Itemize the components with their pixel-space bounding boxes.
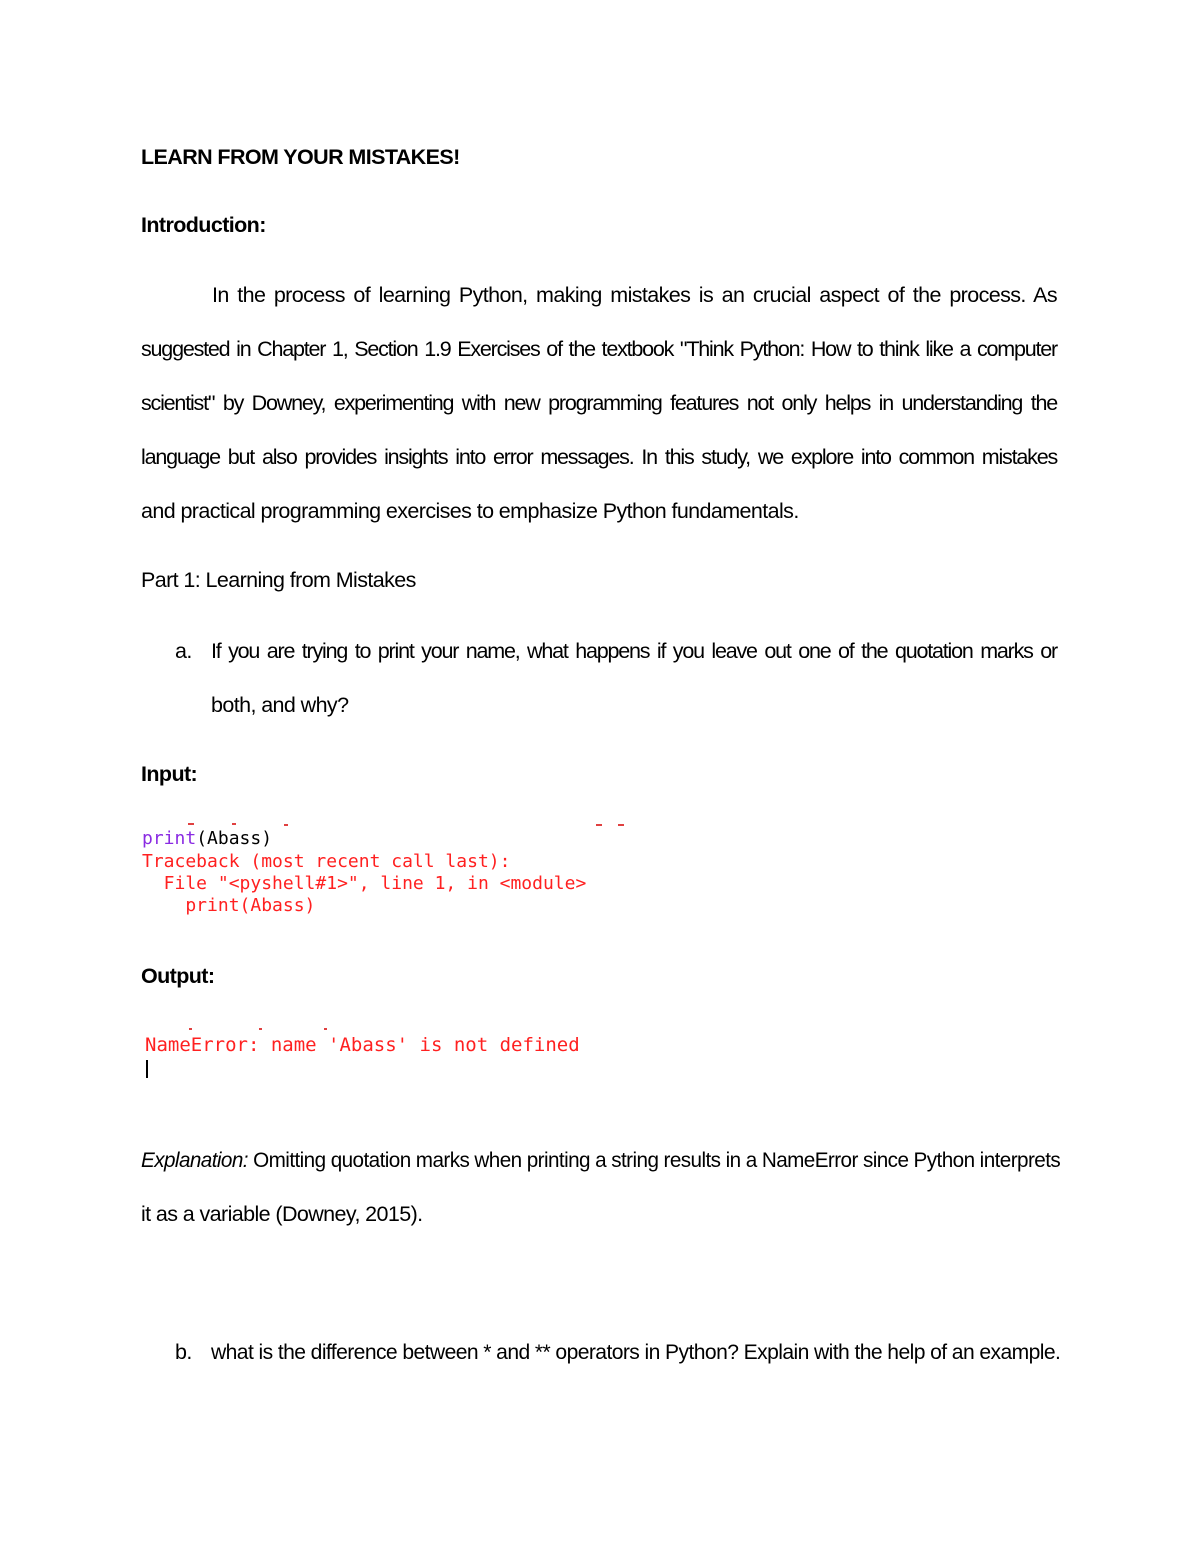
part1-heading: Part 1: Learning from Mistakes xyxy=(141,568,416,592)
code-line-2: Traceback (most recent call last): xyxy=(142,851,511,872)
output-label: Output: xyxy=(141,964,215,988)
intro-line-2: suggested in Chapter 1, Section 1.9 Exercises of the textbook "Think Python: How to think like a computer xyxy=(141,337,1057,361)
code-line-3: File "<pyshell#1>", line 1, in <module> xyxy=(142,873,587,894)
question-a-line-2: both, and why? xyxy=(211,693,349,717)
cropped-text-fragment xyxy=(618,824,624,826)
explanation-text: Omitting quotation marks when printing a string results in a NameError since Python interprets xyxy=(247,1148,1061,1172)
intro-line-4: language but also provides insights into error messages. In this study, we explore into common mistakes xyxy=(141,445,1057,469)
question-a xyxy=(211,637,1057,745)
code-line-4: print(Abass) xyxy=(142,895,316,916)
cropped-text-fragment xyxy=(324,1028,327,1030)
print-keyword: print xyxy=(142,828,197,849)
cropped-text-fragment xyxy=(596,824,602,826)
explanation-line-1 xyxy=(141,1146,1060,1174)
cropped-text-fragment xyxy=(189,1028,192,1030)
explanation-line-2: it as a variable (Downey, 2015). xyxy=(141,1202,423,1226)
text-cursor xyxy=(146,1060,148,1078)
document-title: LEARN FROM YOUR MISTAKES! xyxy=(141,145,460,169)
question-b-marker: b. xyxy=(175,1340,192,1364)
question-a-line-1: If you are trying to print your name, what happens if you leave out one of the quotation marks or xyxy=(211,639,1057,663)
intro-line-1: In the process of learning Python, making mistakes is an crucial aspect of the process. As xyxy=(212,283,1057,307)
explanation-label: Explanation: xyxy=(141,1148,248,1172)
introduction-heading: Introduction: xyxy=(141,213,266,237)
intro-line-5: and practical programming exercises to emphasize Python fundamentals. xyxy=(141,499,799,523)
question-b-text: what is the difference between * and ** operators in Python? Explain with the help of an example. xyxy=(211,1340,1061,1364)
error-message-line: NameError: name 'Abass' is not defined xyxy=(145,1034,580,1056)
print-argument: (Abass) xyxy=(196,828,273,849)
cropped-text-fragment xyxy=(259,1028,262,1030)
introduction-paragraph xyxy=(141,281,1057,551)
intro-line-3: scientist" by Downey, experimenting with new programming features not only helps in understanding the xyxy=(141,391,1057,415)
input-label: Input: xyxy=(141,762,198,786)
cropped-text-fragment xyxy=(232,823,236,825)
question-a-marker: a. xyxy=(175,639,192,663)
cropped-text-fragment xyxy=(284,824,288,826)
cropped-text-fragment xyxy=(188,823,194,825)
code-line-1 xyxy=(142,828,272,850)
